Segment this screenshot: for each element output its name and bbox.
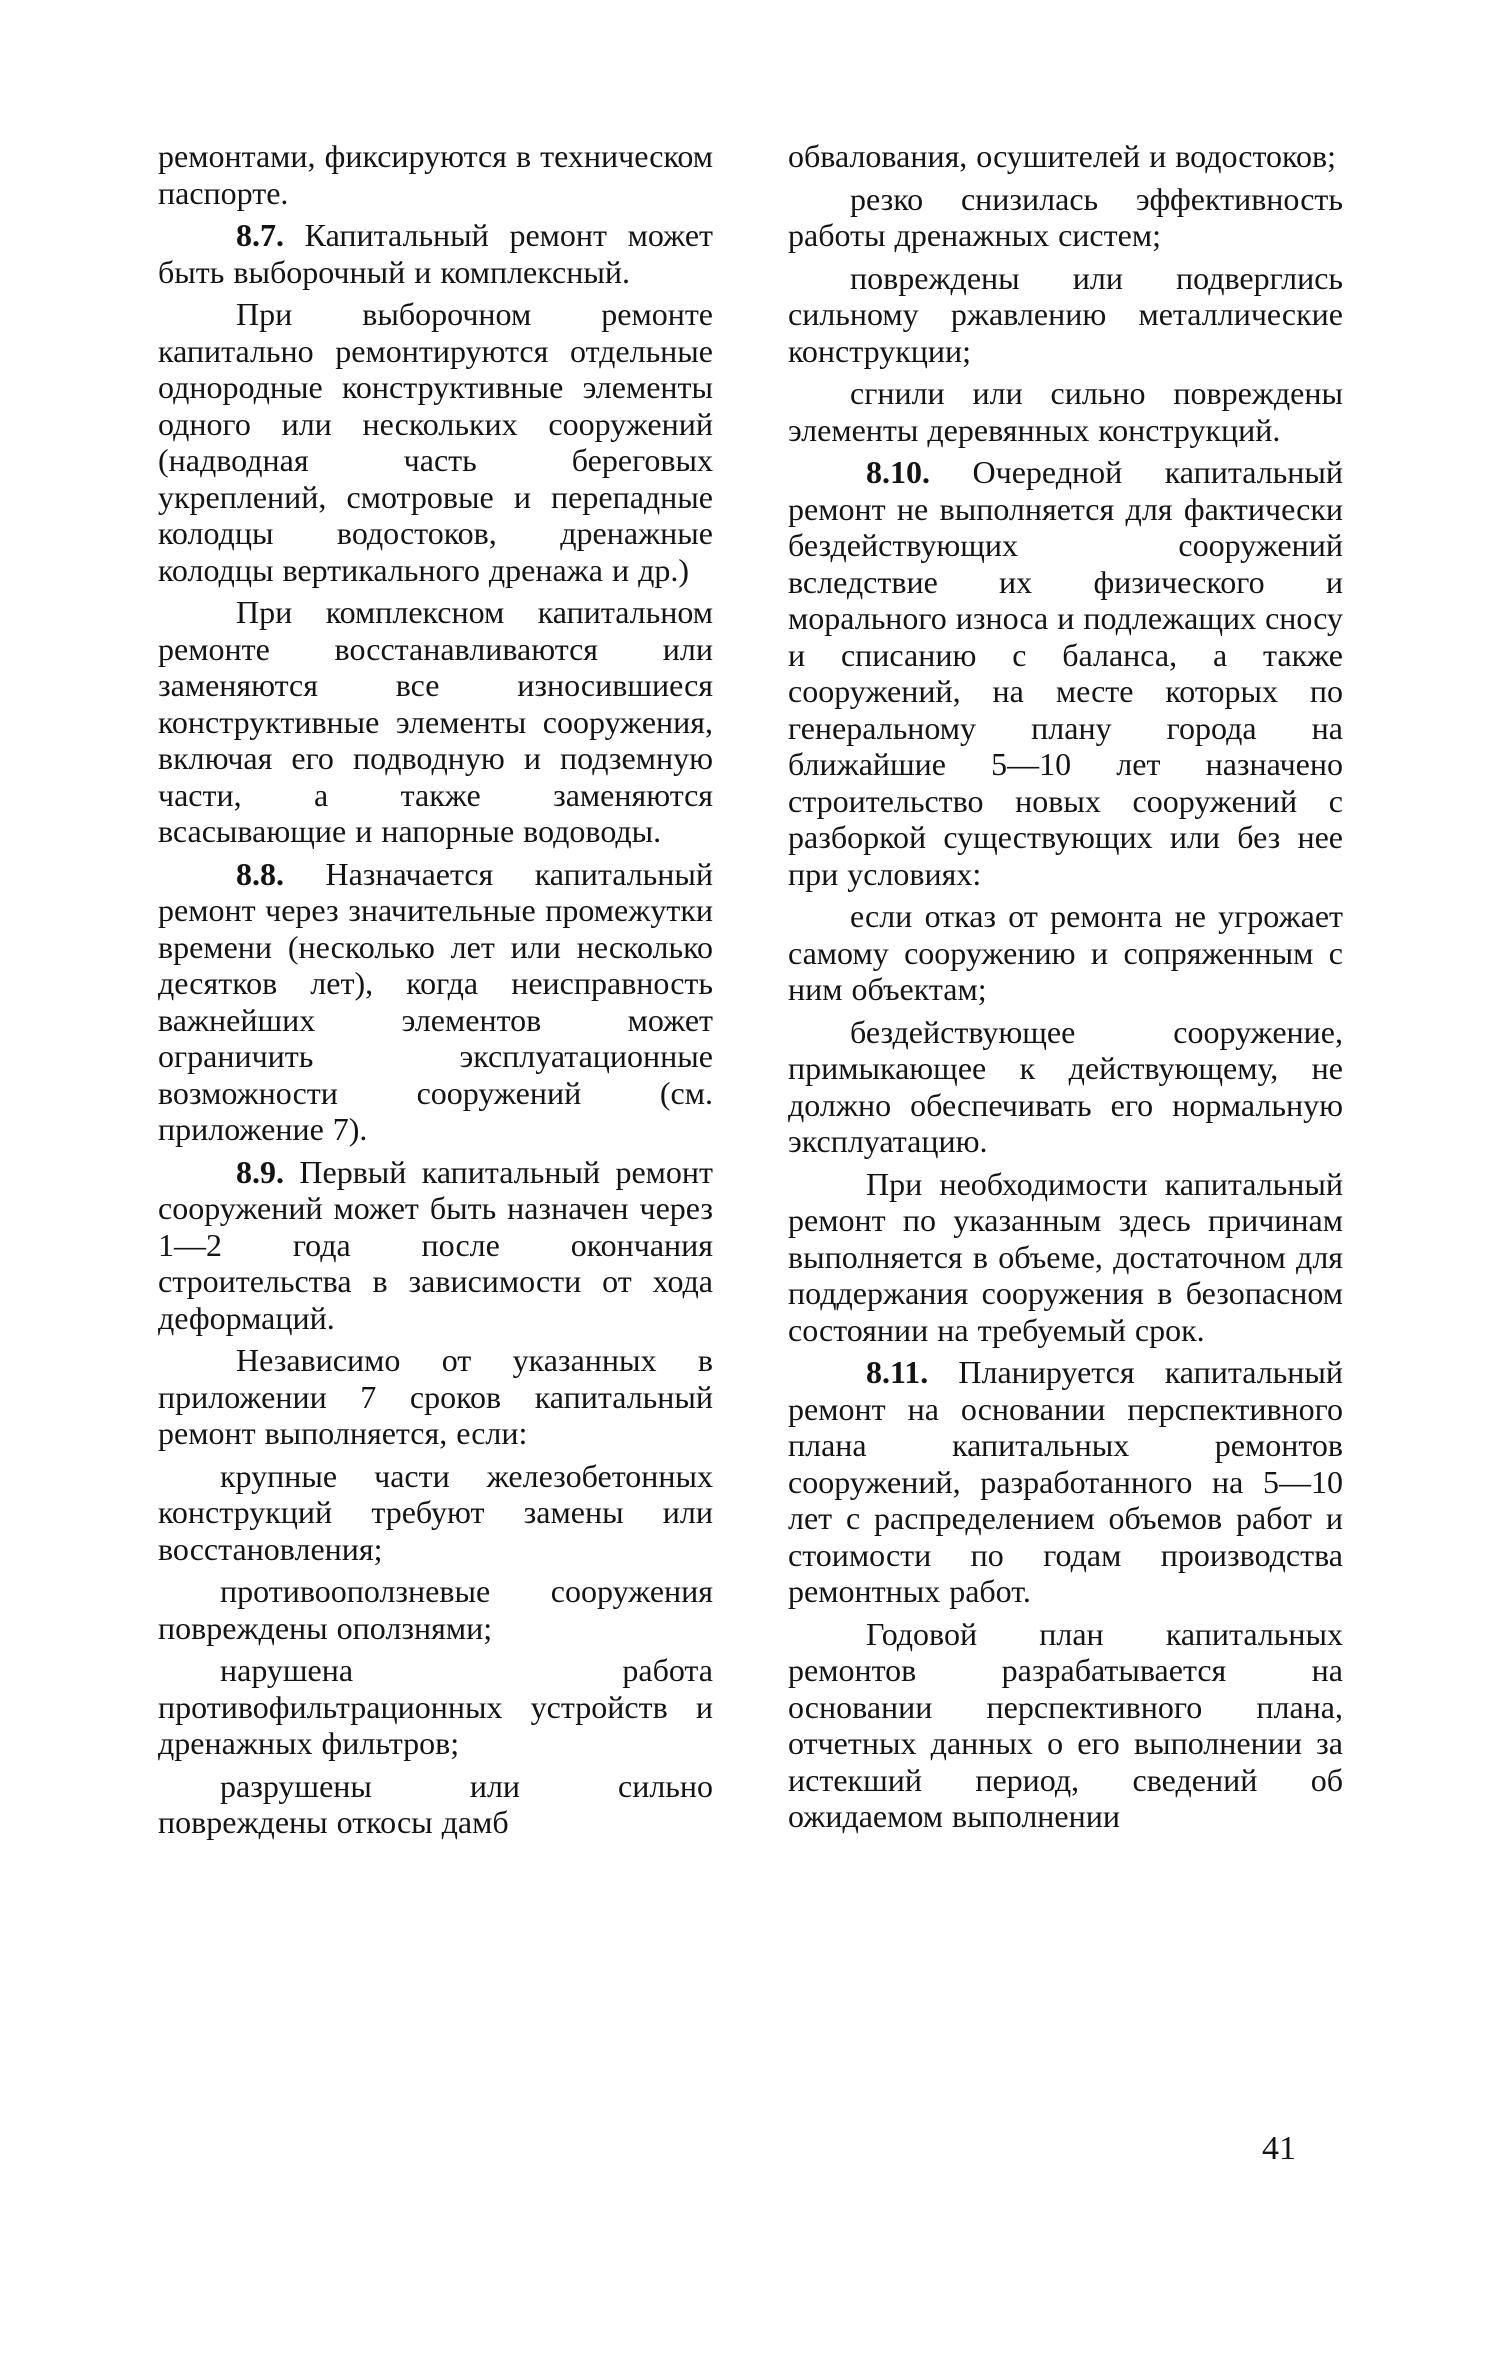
- section-number: 8.10.: [866, 454, 930, 490]
- list-item: если отказ от ремонта не угрожает самому сооружению и сопряженным с ним объектам;: [788, 898, 1343, 1007]
- section-number: 8.8.: [236, 855, 284, 892]
- section-text: Капитальный ремонт может быть выборочный и комплексный.: [158, 217, 713, 290]
- list-item: сгнили или сильно повреждены элементы деревянных конструкций.: [788, 375, 1343, 448]
- section-8-8: [158, 856, 713, 1148]
- list-item: нарушена работа противофильтрационных устройств и дренажных фильтров;: [158, 1652, 713, 1761]
- list-item: противооползневые сооружения повреждены оползнями;: [158, 1573, 713, 1646]
- section-text: Первый капитальный ремонт сооружений может быть назначен через 1—2 года после окончания строительства в зависимости от хода деформаций.: [158, 1153, 713, 1336]
- right-column: [788, 138, 1343, 1841]
- section-text: Очередной капитальный ремонт не выполняется для фактически бездействующих сооружений вследствие их физического и морального износа и подлежащих сносу и списанию с баланса, а также сооружений, на месте которых по генеральному плану города на ближайшие 5—10 лет назначено строительство новых сооружений с разборкой существующих или без нее при условиях:: [788, 454, 1343, 892]
- paragraph-continuation: обвалования, осушителей и водостоков;: [788, 138, 1336, 174]
- section-number: 8.9.: [236, 1153, 284, 1190]
- paragraph-complex-repair: При комплексном капитальном ремонте восстанавливаются или заменяются все износившиеся конструктивные элементы сооружения, включая его подводную и подземную части, а также заменяются всасывающие и напорные водоводы.: [158, 594, 713, 849]
- section-8-10: [788, 454, 1343, 892]
- paragraph-annual-plan: Годовой план капитальных ремонтов разрабатывается на основании перспективного плана, отчетных данных о его выполнении за истекший период, сведений об ожидаемом выполнении: [788, 1615, 1343, 1834]
- section-8-11: [788, 1354, 1343, 1610]
- section-text: Назначается капитальный ремонт через значительные промежутки времени (несколько лет или несколько десятков лет), когда неисправность важнейших элементов может ограничить эксплуатационные возможности сооружений (см. приложение 7).: [158, 855, 713, 1147]
- paragraph-continuation: ремонтами, фиксируются в техническом паспорте.: [158, 138, 713, 211]
- list-item: крупные части железобетонных конструкций требуют замены или восстановления;: [158, 1457, 713, 1567]
- list-item: бездействующее сооружение, примыкающее к действующему, не должно обеспечивать его нормальную эксплуатацию.: [788, 1013, 1343, 1159]
- section-text: Планируется капитальный ремонт на основании перспективного плана капитальных ремонтов сооружений, разработанного на 5—10 лет с распределением объемов работ и стоимости по годам производства ремонтных работ.: [788, 1354, 1343, 1609]
- paragraph-regardless: Независимо от указанных в приложении 7 сроков капитальный ремонт выполняется, если:: [158, 1342, 713, 1451]
- section-number: 8.11.: [866, 1354, 929, 1390]
- section-8-9: [158, 1154, 713, 1337]
- paragraph-necessity: При необходимости капитальный ремонт по указанным здесь причинам выполняется в объеме, достаточном для поддержания сооружения в безопасном состоянии на требуемый срок.: [788, 1165, 1343, 1348]
- paragraph-selective-repair: При выборочном ремонте капитально ремонтируются отдельные однородные конструктивные элементы одного или нескольких сооружений (надводная часть береговых укреплений, смотровые и перепадные колодцы водостоков, дренажные колодцы вертикального дренажа и др.): [158, 296, 713, 588]
- left-column: [158, 138, 713, 1847]
- list-item: разрушены или сильно повреждены откосы дамб: [158, 1767, 713, 1840]
- page-number: 41: [1262, 2130, 1296, 2167]
- list-item: резко снизилась эффективность работы дренажных систем;: [788, 180, 1343, 253]
- section-number: 8.7.: [236, 217, 284, 253]
- list-item: повреждены или подверглись сильному ржавлению металлические конструкции;: [788, 259, 1343, 369]
- section-8-7: [158, 217, 713, 290]
